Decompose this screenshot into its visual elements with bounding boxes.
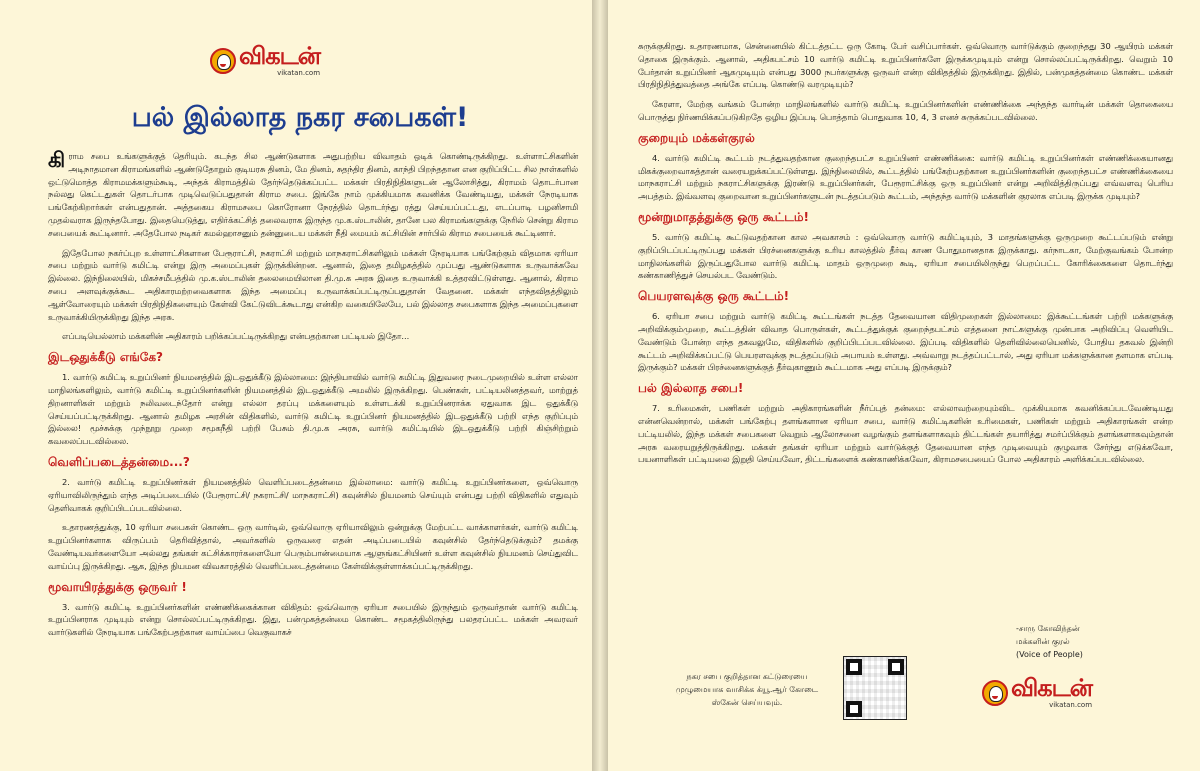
intro-paragraph-2: இதேபோல நகர்ப்புற உள்ளாட்சிகளான பேரூராட்சி, நகராட்சி மற்றும் மாநகராட்சிகளிலும் மக்கள் நேரடியாக பங்கேற்கும் விதமாக ஏரியா சபை மற்றும் வார்டு கமிட்டி என்று இரு அமைப்புகள் இருக்கின்றன. ஆனால், இதை தமிழகத்தில் முப்பது ஆண்டுகளாக உருவாக்கவே இல்லை. இந்நிலையில், மிகச்சமீபத்தில் மு.க.ஸ்டாலின் தலைமையிலான தி.மு.க அரசு இதை உருவாக்கி உத்தரவிட்டுள்ளது. ஆனால், கிராம சபை அளவுக்குக்கூட அதிகாரமற்றவைகளாக இந்த அமைப்பு உருவாக்கப்பட்டிருப்பதுதான் வேதனை. மக்கள் எந்தவிதத்திலும் ஆள்வோரையும் மக்கள் பிரதிநிதிகளையும் கேள்வி கேட்டுவிடக்கூடாது என்கிற வகையிலேயே, பல் இல்லாத சபைகளாக இந்த அமைப்புகளை உருவாக்கியிருக்கிறது இந்த அரசு. [48,247,578,322]
section-ratio-paragraph: 3. வார்டு கமிட்டி உறுப்பினர்களின் எண்ணிக்கைக்கான விகிதம்: ஒவ்வொரு ஏரியா சபையில் இருந்தும் ஒருவர்தான் வார்டு கமிட்டி உறுப்பினராக முடியும் என்று சொல்லப்பட்டிருக்கிறது. இது, பன்முகத்தன்மை கொண்ட சமூகத்திலிருந்து பலதரப்பட்ட மக்கள் அவரவர் வார்டுகளில் நேரடியாக பங்கேற்பதற்கான வாய்ப்பை வெகுவாகச் [48,601,578,638]
section-title-quorum: குறையும் மக்கள்குரல் [638,130,755,145]
section-nominal-meeting-paragraph: 6. ஏரியா சபை மற்றும் வார்டு கமிட்டி கூட்டங்கள் நடத்த தேவையான விதிமுறைகள் இல்லாமை: இக்கூட்டங்கள் பற்றி மக்களுக்கு அறிவிக்கும்முறை, கூட்டத்தின் விவாத பொருள்கள், கூட்டத்துக்குக் குறைந்தபட்சம் எத்தனை நாட்களுக்கு முன்பாக அறிவிப்பு வெளியிட வேண்டும் போன்ற எந்த தகவலுமே, விதிகளில் குறிப்பிடப்படவில்லை. இப்படி விதிகளில் தெளிவில்லையெனில், போதிய தகவல் இன்றி கூட்டம் அறிவிக்கப்பட்டு பெயரளவுக்கு நடத்தப்படும் அபாயம் உள்ளது. அவ்வாறு நடத்தப்பட்டால், அது ஏரியா மக்களுக்கான தளமாக எப்படி இருக்கும்? மக்கள் பிரச்னைகளுக்குத் தீர்வுகாணும் கூட்டமாக அது எப்படி இருக்கும்? [638,311,1173,373]
section-transparency-paragraph-1: 2. வார்டு கமிட்டி உறுப்பினர்கள் நியமனத்தில் வெளிப்படைத்தன்மை இல்லாமை: வார்டு கமிட்டி உறுப்பினர்களை, ஒவ்வொரு ஏரியாவிலிருந்தும் எந்த அடிப்படையில் (பேரூராட்சி/ நகராட்சி/ மாநகராட்சி) கவுன்சில் நியமனம் செய்யும் என்பது பற்றி விதிகளில் எதுவும் தெளிவாகக் குறிப்பிடப்படவில்லை. [48,476,578,513]
logo-url: vikatan.com [277,69,321,77]
logo-word: விகடன் [239,42,321,70]
dropcap: கி [48,148,66,172]
vikatan-logo [210,44,320,77]
section-title-transparency: வெளிப்படைத்தன்மை...? [48,454,190,469]
intro-paragraph-1: கிராம சபை உங்களுக்குத் தெரியும். கடந்த சில ஆண்டுகளாக அதுபற்றிய விவாதம் ஒடிக் கொண்டிருக்கிறது. உள்ளாட்சிகளின் அடிநாதமான கிராமங்களில் ஆண்டுதோறும் குடியரசு தினம், மே தினம், சுதந்திர தினம், காந்தி பிறந்ததான என குறிப்பிட்ட சில நாள்களில் ஒட்டுமொத்த கிராமமக்களும்கூடி, அந்தக் கிராமத்தில் தேர்ந்தெடுக்கப்பட்ட மக்கள் பிரதிநிதிகளுடன் ஆலோசித்து, கிராமம் தொடர்பான நல்லது கெட்டதுகள் தொடர்பாக முடிவெடுப்பதுதான் கிராம சபை. இங்கே நாம் முக்கியமாக கவனிக்க வேண்டியது, மக்கள் நேரடியாக பங்கேற்கிறார்கள் என்பதுதான். அத்தகைய கிராமசபை கொரோனா நேரத்தில் தொடர்ந்து ரத்து செய்யப்பட்டது, எடப்பாடி பழனிசாமி முதல்வராக இருந்தபோது. இதையெடுத்து, எதிர்க்கட்சித் தலைவராக இருந்த மு.க.ஸ்டாலின், தானே பல கிராமங்களுக்கு நேரில் சென்று கிராம சபையைக் கூட்டினார். அதேபோல நடிகர் கமல்ஹாசனும் தன்னுடைய மக்கள் நீதி மையம் கட்சியின் சார்பில் கிராம சபையைக் கூட்டினார். [48,148,578,238]
section-toothless-paragraph: 7. உரிமைகள், பணிகள் மற்றும் அதிகாரங்களின் நீர்ப்புத் தன்மை: எல்லாவற்றையும்விட முக்கியமாக கவனிக்கப்படவேண்டியது என்னவென்றால், மக்கள் பங்கேற்பு தளங்களான ஏரியா சபை, வார்டு கமிட்டிகளின் உரிமைகள், பணிகள் மற்றும் அதிகாரங்கள் என்ற பட்டியலில், இந்த மக்கள் சபைகளை வெறும் ஆலோசனை வழங்கும் தளங்களாகவும் திட்டங்கள் தயாரித்து சமர்ப்பிக்கும் தளங்களாகவும்தான் அரசு வரையறுத்திருக்கிறது. மக்கள் தங்கள் ஏரியா மற்றும் வார்டுக்குத் தேவையான எந்த முடிவையும் குழுவாக சேர்ந்து எடுக்கவோ, பயனாளிகள் பட்டியலை இறுதி செய்யவோ, திட்டங்களைக் கண்காணிக்கவோ, கிராமசபையைப் போல அதிகாரம் அளிக்கப்படவில்லை. [638,403,1173,465]
continued-paragraph-2: கேரளா, மேற்கு வங்கம் போன்ற மாநிலங்களில் வார்டு கமிட்டி உறுப்பினர்களின் எண்ணிக்கை அந்தந்த வார்டின் மக்கள் தொகையை பொருத்து நிர்ணயிக்கப்படுகிறதே ஒழிய இப்படி பொத்தாம் பொதுவாக 10, 4, 3 எனச் சுருக்கப்படவில்லை. [638,99,1173,122]
section-transparency-paragraph-2: உதாரணத்துக்கு, 10 ஏரியா சபைகள் கொண்ட ஒரு வார்டில், ஒவ்வொரு ஏரியாவிலும் ஒன்றுக்கு மேற்பட்ட வாக்காளர்கள், வார்டு கமிட்டி உறுப்பினர்களாக விருப்பம் தெரிவித்தால், அவர்களில் ஒருவரை எதன் அடிப்படையில் கவுன்சில் தேர்ந்தெடுக்கும்? தமக்கு வேண்டியவர்களையோ அல்லது தங்கள் கட்சிக்காரர்களையோ பெரும்பான்மையாக ஆளுங்கட்சியினர் உள்ள கவுன்சில் நியமனம் செய்துவிட வாய்ப்பு இருக்கிறது. ஆக, இந்த நியமன விவகாரத்தில் வெளிப்படைத்தன்மை கேள்விக்குள்ளாக்கப்பட்டிருக்கிறது. [48,522,578,571]
continued-paragraph-1: சுருக்குகிறது. உதாரணமாக, சென்னையில் கிட்டத்தட்ட ஒரு கோடி பேர் வசிப்பார்கள். ஒவ்வொரு வார்டுக்கும் குறைந்தது 30 ஆயிரம் மக்கள் தொகை இருக்கும். ஆனால், அதிகபட்சம் 10 வார்டு கமிட்டி உறுப்பினர்களே இருக்கமுடியும் என்று சொல்லப்பட்டிருக்கிறது. வெறும் 10 பேர்தான் உறுப்பினர் ஆகமுடியும் என்பது 3000 நபர்களுக்கு ஒருவர் என்ற விகிதத்தில் இருக்கிறது. இதில், பன்முகத்தன்மை கொண்ட மக்கள் பிரதிநிதித்துவத்தை அங்கே எப்படி கொண்டு வரமுடியும்? [638,41,1173,90]
left-page [0,0,592,771]
section-title-nominal-meeting: பெயரளவுக்கு ஒரு கூட்டம்! [638,289,790,304]
page-title: பல் இல்லாத நகர சபைகள்! [131,102,469,133]
logo-mascot-icon [210,48,236,74]
logo-word: விகடன் [1011,674,1093,702]
right-column [638,40,1173,473]
logo-url: vikatan.com [1049,701,1093,709]
section-reservation-paragraph: 1. வார்டு கமிட்டி உறுப்பினர் நியமனத்தில் இடஒதுக்கீடு இல்லாமை: இந்தியாவில் வார்டு கமிட்டி இதுவரை நடைமுறையில் உள்ள எல்லா மாநிலங்களிலும், வார்டு கமிட்டி உறுப்பினர்களின் நியமனத்தில் இடஒதுக்கீடு அமலில் இருக்கிறது. பெண்கள், பட்டியலினத்தவர், மாற்றுத் திறனாளிகள் மற்றும் நலிவடைந்தோர் என்று எல்லா தரப்பு மக்களையும் உள்ளடக்கி உறுப்பினராக்க ஏதுவாக இட ஒதுக்கீடு செய்யப்பட்டிருக்கிறது. ஆனால் தமிழக அரசின் விதிகளில், வார்டு கமிட்டி உறுப்பினர் நியமனத்தில் இடஒதுக்கீடு பற்றி எந்த குறிப்பும் இல்லை! மூச்சுக்கு முந்நூறு முறை சமூகநீதி பற்றி பேசும் தி.மு.க அரசு, வார்டு கமிட்டியில் இடஒதுக்கீடு பற்றி கிஞ்சிற்றும் கவலைப்படவில்லை. [48,372,578,447]
author-signature [1016,622,1136,661]
qr-finder-icon [846,659,862,675]
qr-finder-icon [846,701,862,717]
vikatan-logo-footer [982,676,1092,709]
author-org: மக்களின் குரல் [1016,637,1070,646]
author-org-english: (Voice of People) [1016,650,1083,659]
section-title-reservation: இடஒதுக்கீடு எங்கே? [48,350,163,365]
logo-mascot-icon [982,680,1008,706]
qr-caption: நகர சபை குறித்தான கட்டுரையை முழுமையாக வாசிக்க க்யூ.ஆர் கோடை ஸ்கேன் செய்யவும். [675,672,819,707]
section-title-toothless: பல் இல்லாத சபை! [638,381,744,396]
page-gutter [592,0,608,771]
section-title-ratio: மூவாயிரத்துக்கு ஒருவர் ! [48,579,187,594]
intro-paragraph-3: எப்படியெல்லாம் மக்களின் அதிகாரம் பறிக்கப்பட்டிருக்கிறது என்பதற்கான பட்டியல் இதோ... [62,331,410,342]
qr-code[interactable] [843,656,907,720]
author-name: -சாரு கோவிந்தன் [1016,624,1080,633]
section-quorum-paragraph: 4. வார்டு கமிட்டி கூட்டம் நடத்துவதற்கான குறைந்தபட்ச உறுப்பினர் எண்ணிக்கை: வார்டு கமிட்டி உறுப்பினர்கள் எண்ணிக்கையானது மிகக்குறைவாகத்தான் வரையறுக்கப்பட்டுள்ளது. இந்நிலையில், கூட்டத்தில் பங்கேற்பதற்கான உறுப்பினர்களின் குறைந்தபட்ச எண்ணிக்கையை மாநகராட்சி மற்றும் நகராட்சிகளுக்கு இரண்டு உறுப்பினர்கள், பேரூராட்சிக்கு ஒரு உறுப்பினர் என்று அறிவித்திருப்பது எவ்வளவு பெரிய அபத்தம். இவ்வளவு குறைவான உறுப்பினர்களுடன் நடத்தப்படும் கூட்டம், அந்தந்த வார்டு மக்களின் குரலாக எப்படி இருக்க முடியும்? [638,152,1173,202]
qr-finder-icon [888,659,904,675]
section-frequency-paragraph: 5. வார்டு கமிட்டி கூட்டுவதற்கான கால அவகாசம் : ஒவ்வொரு வார்டு கமிட்டியும், 3 மாதங்களுக்கு ஒருமுறை கூட்டப்படும் என்று குறிப்பிடப்பட்டிருப்பது மக்கள் பிரச்னைகளுக்கு உரிய காலத்தில் தீர்வு காண போதுமானதாக இருக்காது. கர்நாடகா, மேற்குவங்கம் போன்ற மாநிலங்களில் இருப்பதுபோல வார்டு கமிட்டி மாதம் ஒருமுறை கூடி, ஏரியா சபையிலிருந்து பெறப்பட்ட கோரிக்கைகளை தொடர்ந்து கண்காணித்துச் செயல்பட வேண்டும். [638,231,1173,281]
left-column [48,150,578,646]
section-title-frequency: மூன்றுமாதத்துக்கு ஒரு கூட்டம்! [638,209,809,224]
